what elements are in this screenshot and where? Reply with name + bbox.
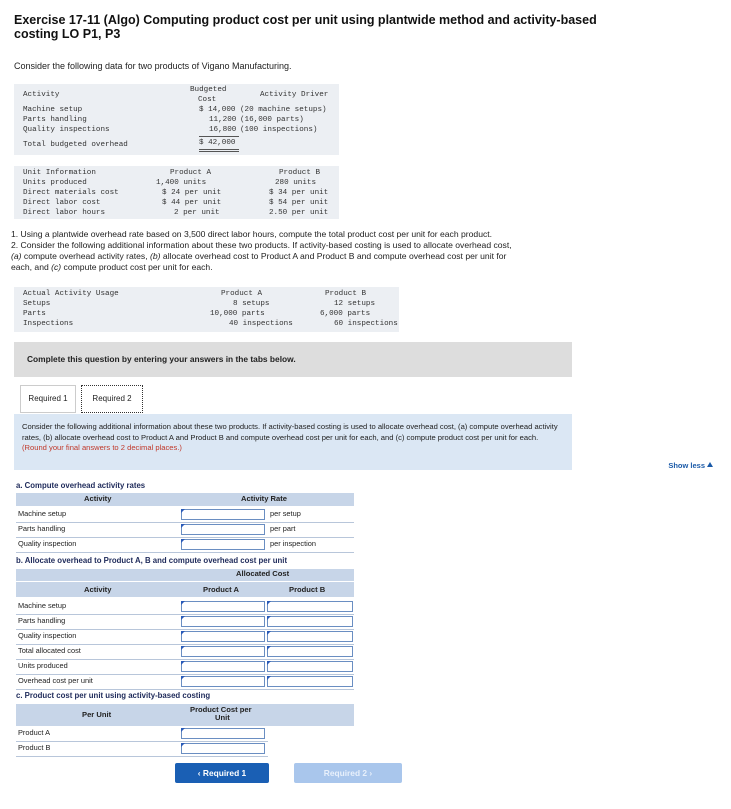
- t1-row-cost: 16,800: [209, 126, 237, 134]
- alloc-input-a[interactable]: [181, 601, 265, 612]
- question-1: 1. Using a plantwide overhead rate based on 3,500 direct labor hours, compute the total product cost per unit for each product.: [11, 229, 493, 239]
- part-c-title: c. Product cost per unit using activity-based costing: [16, 691, 211, 700]
- complete-banner: [14, 342, 572, 377]
- t3-header-a: Product A: [221, 290, 263, 298]
- part-c-header-cost-2: Unit: [215, 713, 230, 722]
- part-b-row-label: Total allocated cost: [18, 646, 81, 655]
- part-a-row: [16, 538, 354, 553]
- t1-double-underline: [199, 149, 239, 152]
- q2-marker-a: (a): [11, 251, 22, 261]
- t2-row-a: 1,400 units: [156, 179, 207, 187]
- part-b-row-label: Overhead cost per unit: [18, 676, 93, 685]
- t3-row-label: Setups: [23, 300, 51, 308]
- part-b-header: [16, 582, 354, 597]
- total-input-b[interactable]: [267, 646, 353, 657]
- product-cost-input-a[interactable]: [181, 728, 265, 739]
- prev-button-label: Required 1: [202, 768, 247, 778]
- q2-marker-c: (c): [51, 262, 62, 272]
- part-b-row: [16, 660, 354, 675]
- complete-text: Complete this question by entering your answers in the tabs below.: [27, 354, 296, 364]
- t2-row-a: 2 per unit: [174, 209, 220, 217]
- t2-header-a: Product A: [170, 169, 212, 177]
- instruction-box: [14, 414, 572, 470]
- part-b-title: b. Allocate overhead to Product A, B and compute overhead cost per unit: [16, 556, 288, 565]
- t1-row-cost: $ 14,000: [199, 106, 236, 114]
- t1-row-label: Machine setup: [23, 106, 83, 114]
- rate-input-inspection[interactable]: [181, 539, 265, 550]
- part-a-row: [16, 508, 354, 523]
- part-c-header-cost-1: Product Cost per: [190, 705, 252, 714]
- part-a-row-label: Quality inspection: [18, 539, 77, 548]
- question-2b: [11, 251, 621, 262]
- t2-row-a: $ 24 per unit: [162, 189, 222, 197]
- t1-header-driver: Activity Driver: [260, 91, 329, 99]
- rate-input-setup[interactable]: [181, 509, 265, 520]
- chevron-left-icon: ‹: [197, 768, 203, 778]
- part-a-row-label: Parts handling: [18, 524, 66, 533]
- t3-header-b: Product B: [325, 290, 367, 298]
- part-c-header-per: Per Unit: [82, 710, 112, 719]
- t3-header-usage: Actual Activity Usage: [23, 290, 119, 298]
- t2-row-label: Direct materials cost: [23, 189, 119, 197]
- part-b-header-alloc-label: Allocated Cost: [236, 569, 290, 578]
- alloc-input-b[interactable]: [267, 616, 353, 627]
- t2-row-a: $ 44 per unit: [162, 199, 222, 207]
- tab-required-2[interactable]: Required 2: [81, 385, 143, 413]
- t2-row-b: 280 units: [275, 179, 317, 187]
- prev-button[interactable]: [175, 763, 269, 783]
- part-c-row-label: Product A: [18, 728, 51, 737]
- part-b-row: [16, 675, 354, 690]
- part-a-row-label: Machine setup: [18, 509, 67, 518]
- part-b-row: [16, 600, 354, 615]
- t2-row-label: Direct labor cost: [23, 199, 101, 207]
- t2-row-b: $ 54 per unit: [269, 199, 329, 207]
- t1-divider: [199, 136, 239, 137]
- overhead-unit-input-b[interactable]: [267, 676, 353, 687]
- t3-row-b: 60 inspections: [334, 320, 398, 328]
- part-a-header-rate: Activity Rate: [241, 494, 288, 503]
- q2-text-c-pre: each, and: [11, 262, 52, 272]
- alloc-input-a[interactable]: [181, 616, 265, 627]
- t3-row-a: 10,000 parts: [210, 310, 265, 318]
- total-input-a[interactable]: [181, 646, 265, 657]
- part-b-row: [16, 645, 354, 660]
- instruction-text: Consider the following additional information about these two products. If activity-based costing is used to allocate overhead cost, (a) compute overhead activity rates, (b) allocate overhead cost to Product A and Product B and compute overhead cost per unit for each, and (c) compute product cost per unit for each.: [22, 422, 558, 442]
- part-a-row-unit: per part: [270, 524, 296, 533]
- tab-required-1[interactable]: Required 1: [20, 385, 76, 413]
- alloc-input-b[interactable]: [267, 601, 353, 612]
- t1-row-driver: (20 machine setups): [240, 106, 327, 114]
- t2-row-b: 2.50 per unit: [269, 209, 329, 217]
- caret-up-icon: [707, 462, 713, 467]
- part-b-header-a: Product A: [203, 585, 239, 594]
- t1-row-cost: 11,200: [209, 116, 237, 124]
- t1-header-budget-1: Budgeted: [190, 86, 227, 94]
- part-c-header: [16, 704, 354, 726]
- product-cost-input-b[interactable]: [181, 743, 265, 754]
- t1-row-driver: (16,000 parts): [240, 116, 304, 124]
- t2-row-label: Direct labor hours: [23, 209, 106, 217]
- q2-marker-b: (b): [150, 251, 161, 261]
- title-line-1: Exercise 17-11 (Algo) Computing product cost per unit using plantwide method and activity-based: [14, 13, 597, 27]
- part-b-row-label: Quality inspection: [18, 631, 77, 640]
- part-b-row: [16, 615, 354, 630]
- exercise-title: [14, 13, 654, 41]
- part-a-header: [16, 493, 354, 506]
- t1-header-activity: Activity: [23, 91, 60, 99]
- t2-header-b: Product B: [279, 169, 321, 177]
- t2-row-b: $ 34 per unit: [269, 189, 329, 197]
- question-2c: [11, 262, 621, 273]
- part-c-row: [16, 742, 268, 757]
- t3-row-a: 8 setups: [233, 300, 270, 308]
- part-a-row: [16, 523, 354, 538]
- question-2a: 2. Consider the following additional information about these two products. If activity-based costing is used to allocate overhead cost,: [11, 240, 512, 250]
- t2-row-label: Units produced: [23, 179, 87, 187]
- part-b-header-activity: Activity: [84, 585, 112, 594]
- t3-row-label: Inspections: [23, 320, 74, 328]
- part-b-row-label: Parts handling: [18, 616, 66, 625]
- t1-row-driver: (100 inspections): [240, 126, 318, 134]
- next-button: [294, 763, 402, 783]
- t1-row-label: Parts handling: [23, 116, 87, 124]
- show-less-link[interactable]: [668, 461, 713, 470]
- next-button-label: Required 2: [323, 768, 368, 778]
- q2-text-b: allocate overhead cost to Product A and Product B and compute overhead cost per unit for: [160, 251, 507, 261]
- part-b-row-label: Machine setup: [18, 601, 67, 610]
- q2-text-a: compute overhead activity rates,: [21, 251, 151, 261]
- part-a-header-activity: Activity: [84, 494, 112, 503]
- part-c-row: [16, 727, 268, 742]
- intro-text: Consider the following data for two products of Vigano Manufacturing.: [14, 61, 292, 71]
- t2-header-info: Unit Information: [23, 169, 96, 177]
- part-b-header-b: Product B: [289, 585, 326, 594]
- alloc-input-a[interactable]: [181, 631, 265, 642]
- part-b-row: [16, 630, 354, 645]
- t1-total-value: $ 42,000: [199, 139, 236, 147]
- part-b-row-label: Units produced: [18, 661, 68, 670]
- question-text: [11, 229, 621, 273]
- chevron-right-icon: ›: [367, 768, 373, 778]
- t3-row-b: 6,000 parts: [320, 310, 371, 318]
- overhead-unit-input-a[interactable]: [181, 676, 265, 687]
- units-input-b[interactable]: [267, 661, 353, 672]
- q2-text-c: compute product cost per unit for each.: [61, 262, 213, 272]
- part-b-header-alloc: [16, 569, 354, 581]
- t1-row-label: Quality inspections: [23, 126, 110, 134]
- part-a-row-unit: per setup: [270, 509, 301, 518]
- part-a-title: a. Compute overhead activity rates: [16, 481, 146, 490]
- show-less-label: Show less: [668, 461, 705, 470]
- part-c-row-label: Product B: [18, 743, 51, 752]
- part-a-row-unit: per inspection: [270, 539, 317, 548]
- t3-row-a: 40 inspections: [229, 320, 293, 328]
- alloc-input-b[interactable]: [267, 631, 353, 642]
- instruction-rounding: (Round your final answers to 2 decimal places.): [22, 443, 182, 452]
- t3-row-label: Parts: [23, 310, 46, 318]
- t3-row-b: 12 setups: [334, 300, 376, 308]
- rate-input-part[interactable]: [181, 524, 265, 535]
- title-line-2: costing LO P1, P3: [14, 27, 121, 41]
- t1-total-label: Total budgeted overhead: [23, 141, 128, 149]
- t1-header-budget-2: Cost: [198, 96, 217, 104]
- units-input-a[interactable]: [181, 661, 265, 672]
